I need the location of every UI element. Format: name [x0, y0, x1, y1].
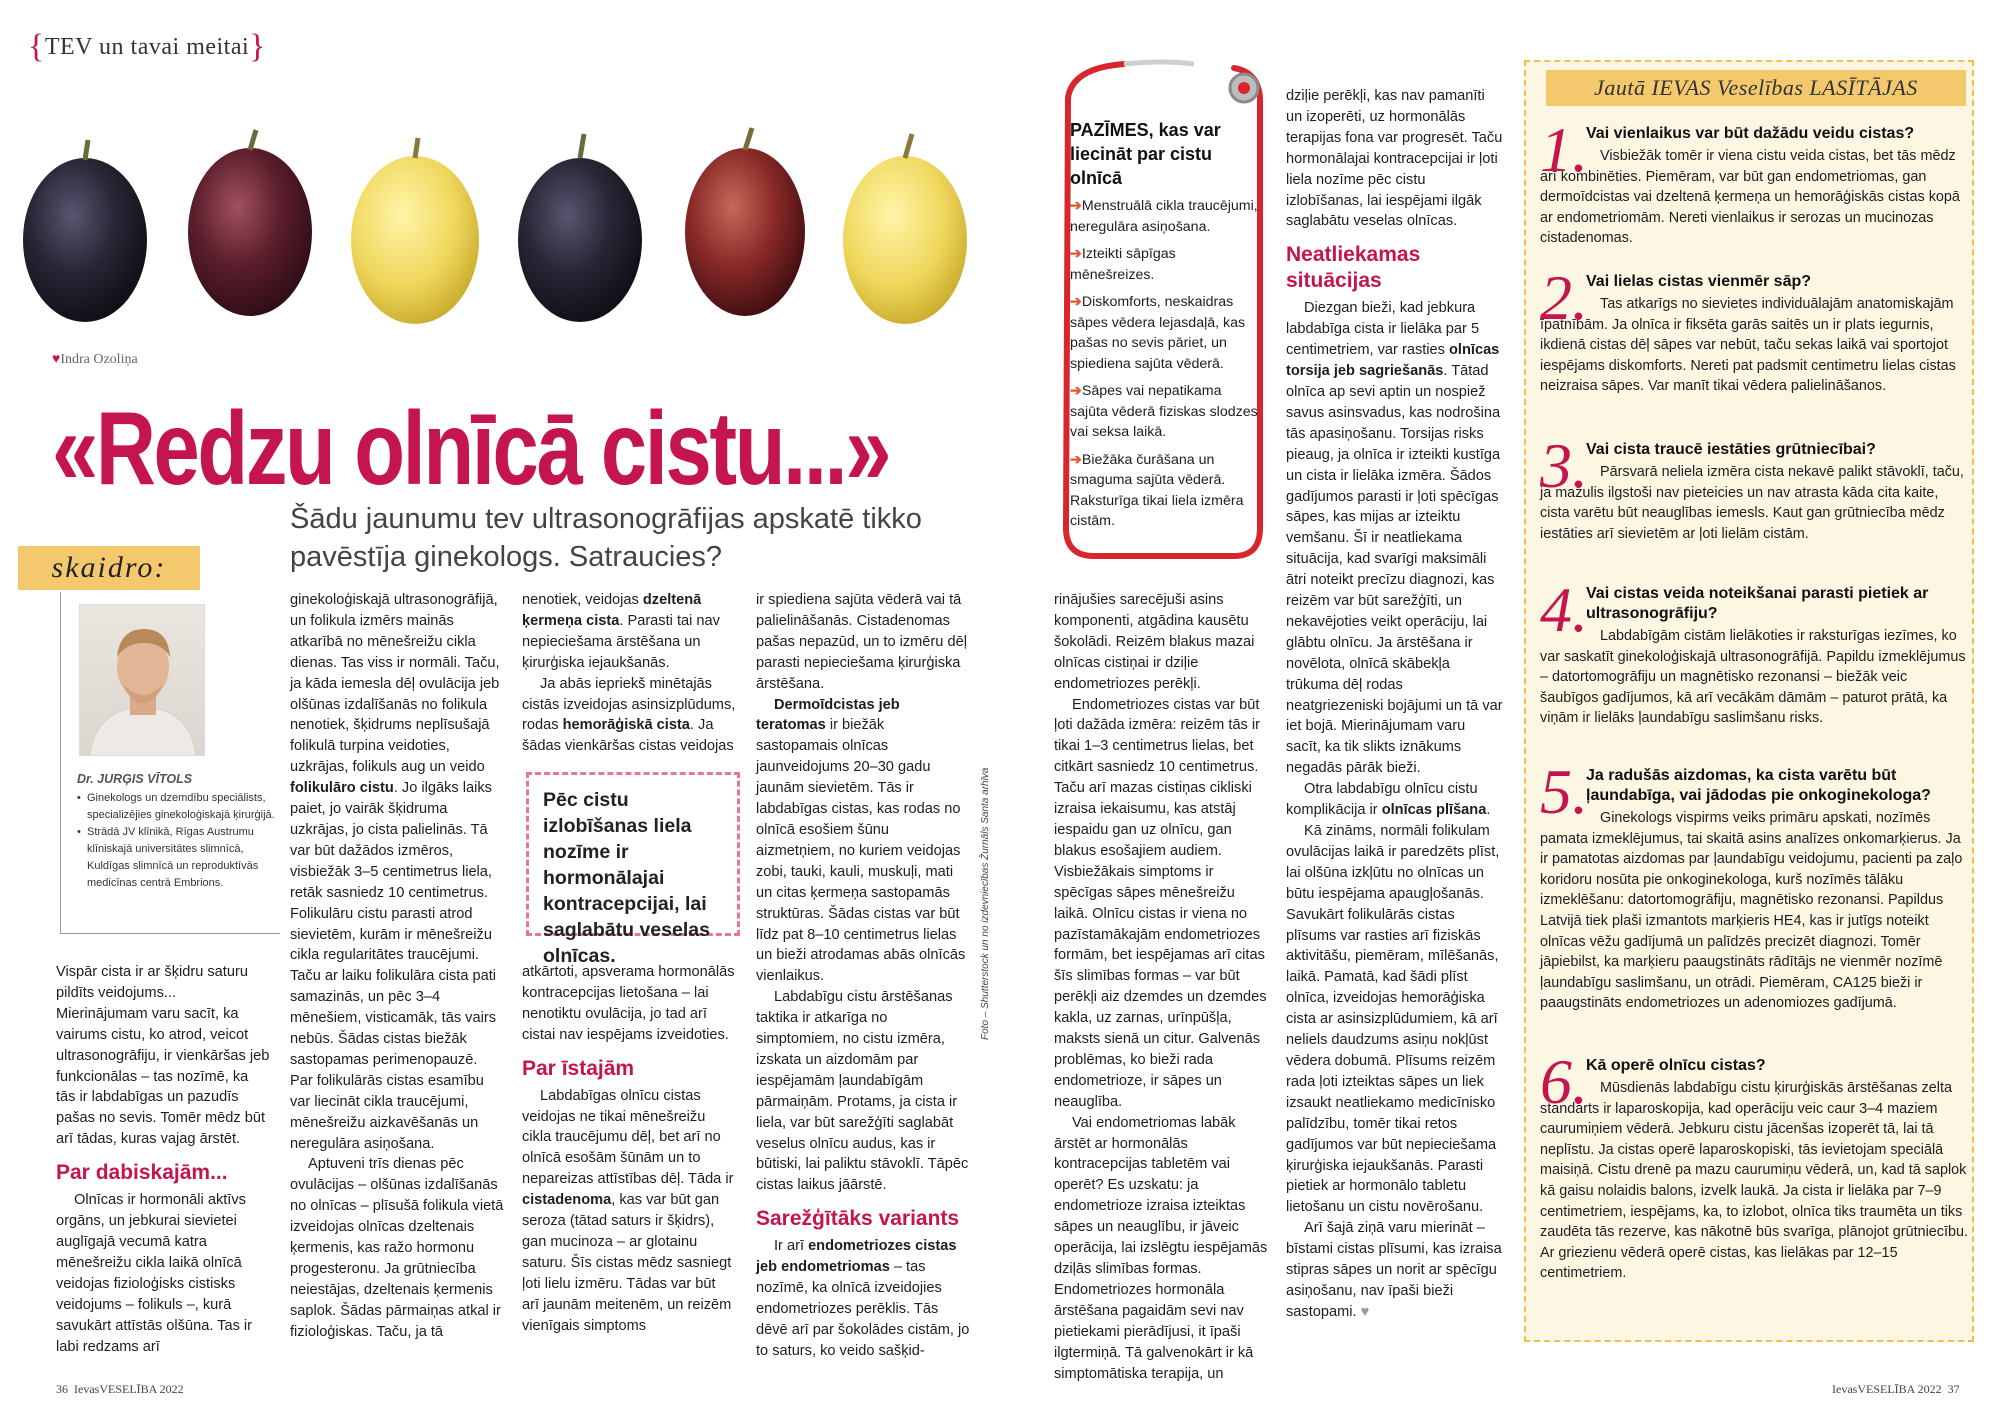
article-lead: Šādu jaunumu tev ultrasonogrāfijas apskatē tikko pavēstīja ginekologs. Satraucies? — [290, 503, 922, 573]
expert-bio-item: • Strādā JV klīnikā, Rīgas Austrumu klīniskajā universitātes slimnīcā, Kuldīgas slimnīcā un reproduktīvās medicīnas centrā Embrions. — [77, 824, 277, 892]
symptom-item: ➔Diskomforts, neskaidras sāpes vēdera lejasdaļā, kas pašas no sevis pāriet, un spiediena sajūta vēderā. — [1070, 294, 1246, 372]
magazine-name-right: IevasVESELĪBA 2022 — [1832, 1382, 1942, 1396]
qa-question: Kā operē olnīcu cistas? — [1586, 1057, 1766, 1074]
symptoms-box — [1070, 118, 1260, 539]
subheading: Par īstajām — [522, 1056, 635, 1080]
qa-question: Vai vienlaikus var būt dažādu veidu cistas? — [1586, 125, 1915, 142]
paragraph: Olnīcas ir hormonāli aktīvs orgāns, un jebkurai sievietei auglīgajā vecumā katra mēnešreižu cikla laikā olnīcā veidojas fizioloģisks cistisks veidojums – folikuls –, kurā savukārt attīstās olšūna. Tas ir labi redzams arī — [56, 1192, 253, 1355]
section-brace-open: { — [28, 28, 45, 65]
paragraph: Diezgan bieži, kad jebkura labdabīga cista ir lielāka par 5 centimetriem, var rasties olnīcas torsija jeb sagriešanās. Tātad olnīca ap sevi aptin un nospiež savus asinsvadus, kas nodrošina tās apasiņošanu. Torsijas risks pieaug, ja olnīca ir izteikti kustīga un cista ir lielāka izmēra. Šādos gadījumos parasti ir ļoti spēcīgas sāpes, kas mijas ar izteiktu vemšanu. Šī ir neatliekama situācija, kad svarīgi maksimāli ātri noteikt precīzu diagnozi, kas reizēm var būt sarežģīti, un nekavējoties veikt operāciju, lai glābtu olnīcu. Ja ārstēšana ir novēlota, olnīcā skābekļa trūkuma dēļ rodas neatgriezeniski bojājumi un tā var iet bojā. Mierinājumam varu sacīt, ka tik slikts iznākums negadās pārāk bieži. — [1286, 300, 1503, 777]
paragraph: Dermoīdcistas jeb teratomas ir biežāk sastopamais olnīcas jaunveidojums 20–30 gadu jaunām sievietēm. Tās ir labdabīgas cistas, kas rodas no olnīcā esošiem šūnu aizmetņiem, no kuriem veidojas zobi, tauki, kauli, muskuļi, mati un citas ķermeņa sastopamās struktūras. Šādas cistas var būt līdz pat 8–10 centimetrus lielas un bieži atrodamas abās olnīcās vienlaikus. — [756, 696, 966, 985]
qa-number: 2. — [1540, 262, 1588, 333]
paragraph: Aptuveni trīs dienas pēc ovulācijas – olšūnas izdalīšanās no olnīcas – plīsušā folikula vietā izveidojas olnīcas dzeltenais ķermenis, kas ražo hormonu progesteronu. Ja grūtniecība neiestājas, dzeltenais ķermenis saplok. Šādas pārmaiņas atkal ir fizioloģiskas. Taču, ja tā — [290, 1156, 504, 1340]
paragraph: Labdabīgu cistu ārstēšanas taktika ir atkarīga no simptomiem, no cistu izmēra, izskata un aizdomām par iespējamām ļaundabīgām pārmaiņām. Protams, ja cista ir liela, var būt sarežģīti saglabāt veselus olnīcu audus, kas ir būtiski, lai paliktu stāvoklī. Tāpēc cistas laikus jāārstē. — [756, 989, 969, 1194]
expert-bio-list — [77, 790, 277, 892]
qa-question: Vai cista traucē iestāties grūtniecībai? — [1586, 441, 1876, 458]
paragraph: Vai endometriomas labāk ārstēt ar hormonālās kontracepcijas tabletēm vai operēt? Es uzskatu: ja endometrioze izraisa izteiktas sāpes un neauglību, ir jāveic operācija, lai izslēgtu iespējamās dziļās slimības formas. Endometriozes hormonāla ārstēšana pagaidām sevi nav pietiekami pierādījusi, it īpaši ilgtermiņā. Tā galvenokārt ir kā simptomātiska terapija, un — [1054, 1114, 1268, 1382]
paragraph: Arī šajā ziņā varu mierināt – bīstami cistas plīsumi, kas izraisa stipras sāpes un norit ar spēcīgu asiņošanu, nav īpaši bieži sastopami. ♥ — [1286, 1220, 1502, 1320]
paragraph: rinājušies sarecējuši asins komponenti, atgādina kausētu šokolādi. Reizēm blakus mazai olnīcas cistiņai ir dziļie endometriozes perēkļi. — [1054, 592, 1255, 692]
article-column-5 — [1054, 590, 1268, 1384]
arrow-right-icon: ➔ — [1070, 246, 1082, 262]
expert-portrait — [79, 604, 205, 756]
paragraph: Kā zināms, normāli folikulam ovulācijas laikā ir paredzēts plīst, lai olšūna izkļūtu no olnīcas un būtu iespējama apaugļošanās. Savukārt folikulārās cistas plīsums var rasties arī fiziskās aktivitāšu, piemēram, mīlēšanās, laikā. Pamatā, kad šādi plīst olnīca, izveidojas hemorāģiska cista ar asinsizplūdumiem, kā arī neliels daudzums asiņu nokļūst vēdera dobumā. Plīsums reizēm rada ļoti izteiktas sāpes un liek izsaukt neatliekamo medicīnisko palīdzību, tomēr tikai retos gadījumos var būt nepieciešama ķirurģiska iejaukšanās. Parasti pietiek ar hormonālo tabletu lietošanu un cistu novērošanu. — [1286, 823, 1500, 1216]
paragraph: Ir arī endometriozes cistas jeb endometriomas – tas nozīmē, ka olnīcā izveidojies endometriozes perēklis. Tās dēvē arī par šokolādes cistām, jo to saturs, ko veido sašķid- — [756, 1238, 970, 1359]
arrow-right-icon: ➔ — [1070, 198, 1082, 214]
author-name: Indra Ozoliņa — [60, 352, 138, 367]
symptom-item: ➔Biežāka čurāšana un smaguma sajūta vēderā. Raksturīga tikai liela izmēra cistām. — [1070, 451, 1244, 529]
qa-number: 6. — [1540, 1046, 1588, 1117]
arrow-right-icon: ➔ — [1070, 383, 1082, 399]
footer-right — [1832, 1382, 1960, 1397]
grape-5 — [685, 128, 805, 316]
qa-number: 3. — [1540, 430, 1588, 501]
qa-answer: Mūsdienās labdabīgu cistu ķirurģiskās ārstēšanas zelta standarts ir laparoskopija, kad operāciju veic caur 3–4 maziem caurumiņiem vēderā. Jebkuru cistu jācenšas izoperēt tā, lai tā neplīstu. Ja cistas operē laparoskopiski, tās ievietojam speciālā maisiņā. Cistu drenē pa mazu caurumiņu vēderā, un, kad tā saplok kā gaisu nolaidis balons, izvelk laukā. Ja cista ir lielāka par 7–9 centimetriem, iespējams, ka, to izlobot, olnīca tiks traumēta un tiks zaudēta tās rezerve, kas nākotnē būs svarīga, plānojot grūtniecību. Ar griezienu vēderā operē cistas, kas lielākas par 12–15 centimetriem. — [1540, 1080, 1968, 1282]
paragraph: nenotiek, veidojas dzeltenā ķermeņa cista. Parasti tai nav nepieciešama ārstēšana un ķirurģiska iejaukšanās. — [522, 592, 720, 671]
grapes-photo — [0, 100, 1000, 340]
paragraph: Labdabīgas olnīcu cistas veidojas ne tikai mēnešreižu cikla traucējumu dēļ, bet arī no olnīcā esošām šūnām un to nepareizas attīstības dēļ. Tāda ir cistadenoma, kas var būt gan seroza (tātad saturs ir šķidrs), gan mucinoza – ar glotainu saturu. Šīs cistas mēdz sasniegt ļoti lielu izmēru. Tādas var būt arī jaunām meitenēm, un reizēm vienīgais simptoms — [522, 1087, 734, 1334]
paragraph: atkārtoti, apsverama hormonālās kontracepcijas lietošana – lai nenotiktu ovulācija, jo tad arī cistai nav iespējams izveidoties. — [522, 964, 735, 1043]
qa-number: 5. — [1540, 756, 1588, 827]
paragraph: Ja abās iepriekš minētajās cistās izveidojas asinsizplūdums, rodas hemorāģiskā cista. Ja šādas vienkāršas cistas veidojas — [522, 675, 736, 755]
paragraph: Vispār cista ir ar šķidru saturu pildīts veidojums... Mierinājumam varu sacīt, ka vairums cistu, ko atrod, veicot ultrasonogrāfiju, ir vienkāršas jeb funkcionālas – tas nozīmē, ka tās ir labdabīgas un pazudīs pašas no sevis. Tomēr mēdz būt arī tādas, kuras vajag ārstēt. — [56, 964, 270, 1148]
magazine-name-left: IevasVESELĪBA 2022 — [74, 1382, 184, 1396]
grape-6 — [843, 134, 967, 324]
article-column-3b — [522, 962, 736, 1337]
qa-item — [1540, 430, 1968, 544]
qa-item — [1540, 1046, 1968, 1284]
article-column-6 — [1286, 86, 1504, 1323]
qa-answer: Ginekologs vispirms veiks primāru apskati, nozīmēs pamata izmeklējumus, tai skaitā asins analīzes onkomarķierus. Ja ir pamatotas aizdomas par ļaundabīgu veidojumu, pacienti pa zaļo koridoru nosūta pie onkoginekologa, kurš nozīmēs tālāku izmeklēšanu: datortomogrāfiju, magnētisko rezonansi. Papildus Latvijā tiek plaši izmantots marķieris HE4, kas ir jutīgs noteikt olnīcas vēžu gadījumā un palīdzēs precizēt diagnozi. Tomēr jāpiebilst, ka marķieru paaugstināts rādītājs ne vienmēr nozīmē ļaundabīgu saslimšanu, un otrādi. Piemēram, CA125 bieži ir paaugstināts endometriozes un adenomiozes gadījumā. — [1540, 810, 1963, 1012]
arrow-right-icon: ➔ — [1070, 451, 1082, 468]
page-number-right: 37 — [1947, 1382, 1960, 1396]
section-brace-close: } — [249, 28, 266, 65]
qa-item — [1540, 114, 1968, 249]
article-title: «Redzu olnīcā cistu...» — [52, 391, 890, 507]
arrow-right-icon: ➔ — [1070, 294, 1082, 310]
grape-4 — [518, 134, 642, 322]
subheading: Neatliekamas situācijas — [1286, 243, 1421, 293]
author-credit — [52, 352, 138, 368]
qa-answer: Visbiežāk tomēr ir viena cistu veida cistas, bet tās mēdz arī kombinēties. Piemēram, var būt gan endometriomas, gan dermoīdcistas vai dzeltenā ķermeņa un hemorāģiskās cistas kopā ar endometriomām. Nereti vienlaikus ir serozas un mucinozas cistadenomas. — [1540, 148, 1960, 247]
paragraph: ir spiediena sajūta vēderā vai tā palielināšanās. Cistadenomas pašas nepazūd, un to izmēru dēļ parasti nepieciešama ķirurģiska ārstēšana. — [756, 592, 967, 692]
qa-answer: Pārsvarā neliela izmēra cista nekavē palikt stāvoklī, taču, ja mazulis ilgstoši nav pieteicies un nav atrasta kāda cita kaite, cista varētu būt neauglības iemesls. Kaut gan grūtniecība mēdz iestāties arī sievietēm ar ļoti lielām cistām. — [1540, 464, 1964, 542]
qa-item — [1540, 574, 1968, 729]
qa-answer: Tas atkarīgs no sievietes individuālajām anatomiskajām īpatnībām. Ja olnīca ir fiksēta garās saitēs un ir plats iegurnis, ikdienā cistas dēļ sāpes var nebūt, taču sekas laikā vai sportojot iespējams diskomforts. Nereti pat padsmit centimetru lielas cistas neizraisa sāpes. Var manīt tikai vēdera palielināšanos. — [1540, 296, 1956, 395]
article-column-1 — [56, 962, 270, 1357]
article-column-4 — [756, 590, 970, 1362]
qa-item — [1540, 756, 1968, 1014]
symptoms-title: PAZĪMES, kas var liecināt par cistu olnīcā — [1070, 120, 1221, 188]
symptom-item: ➔Sāpes vai nepatikama sajūta vēderā fiziskas slodzes vai seksa laikā. — [1070, 383, 1258, 440]
grape-2 — [188, 130, 312, 316]
qa-number: 1. — [1540, 114, 1588, 185]
article-column-2 — [290, 590, 504, 1343]
heart-icon: ♥ — [52, 352, 61, 367]
qa-question: Vai lielas cistas vienmēr sāp? — [1586, 273, 1812, 290]
footer-left — [56, 1382, 184, 1397]
qa-item — [1540, 262, 1968, 397]
symptom-item: ➔Menstruālā cikla traucējumi, neregulāra asiņošana. — [1070, 198, 1258, 235]
paragraph: Otra labdabīgu olnīcu cistu komplikācija ir olnīcas plīšana. — [1286, 781, 1491, 819]
qa-title: Jautā IEVAS Veselības LASĪTĀJAS — [1546, 70, 1966, 106]
expert-name: Dr. JURĢIS VĪTOLS — [77, 772, 193, 786]
photo-credit: Foto – Shutterstock un no izdevniecības Žurnāls Santa arhīva — [980, 767, 991, 1040]
article-column-3 — [522, 590, 736, 757]
heart-end-icon: ♥ — [1360, 1303, 1370, 1320]
paragraph: ginekoloģiskajā ultrasonogrāfijā, un folikula izmērs mainās atkarībā no mēnešreižu cikla dienas. Tas viss ir normāli. Taču, ja kāda iemesla dēļ ovulācija jeb olšūnas izdalīšanās no folikula nenotiek, šķidrums neplīsušajā folikulā turpina veidoties, uzkrājas, folikuls aug un veido folikulāro cistu. Jo ilgāks laiks paiet, jo vairāk šķidruma uzkrājas, jo cista palielinās. Tā var būt dažādos izmēros, visbiežāk 3–5 centimetrus liela, retāk sasniedz 10 centimetrus. Folikulāru cistu parasti atrod sievietēm, kurām ir mēnešreižu cikla regularitātes traucējumi. Taču ar laiku folikulāra cista pati samazinās, un pēc 3–4 mēnešiem, visticamāk, tās vairs nebūs. Šādas cistas biežāk sastopamas perimenopauzē. Par folikulārās cistas esamību var liecināt cikla traucējumi, mēnešreižu aizkavēšanās un neregulāra asiņošana. — [290, 592, 500, 1152]
paragraph: Endometriozes cistas var būt ļoti dažāda izmēra: reizēm tās ir tikai 1–3 centimetrus lielas, bet citkārt sasniedz 10 centimetrus. Taču arī mazas cistiņas cikliski izraisa iekaisumu, kas atstāj iespaidu gan uz olnīcu, gan blakus esošajiem audiem. Visbiežākais simptoms ir spēcīgas sāpes mēnešreižu laikā. Olnīcu cistas ir viena no pazīstamākajām endometriozes formām, bet iespējamas arī citas šīs slimības formas – var būt perēkļi aiz dzemdes un dzemdes kakla, uz zarnas, urīnpūšļa, maksts sienā un citur. Galvenās problēmas, ko bieži rada endometrioze, ir sāpes un neauglība. — [1054, 696, 1267, 1110]
section-name: TEV un tavai meitai — [44, 34, 250, 60]
subheading: Sarežģītāks variants — [756, 1207, 960, 1231]
expert-bio-item: • Ginekologs un dzemdību speciālists, specializējies ginekoloģiskajā ķirurģijā. — [77, 790, 277, 824]
grape-3 — [351, 138, 479, 324]
person-silhouette-icon — [80, 605, 205, 756]
qa-answer: Labdabīgām cistām lielākoties ir raksturīgas iezīmes, ko var saskatīt ginekoloģiskajā ultrasonogrāfijā. Papildu izmeklējumus – datortomogrāfiju un magnētisko rezonansi – biežāk veic šaubīgos gadījumos, kā arī vecākām dāmām – paturot prātā, ka viņām ir lielāks ļaundabīgu saslimšanu risks. — [1540, 628, 1966, 727]
qa-question: Ja radušās aizdomas, ka cista varētu būt ļaundabīga, vai jādodas pie onkoginekologa? — [1586, 767, 1931, 804]
section-label — [28, 28, 266, 66]
pull-quote: Pēc cistu izlobīšanas liela nozīme ir hormonālajai kontracepcijai, lai saglabātu veselas olnīcas. — [526, 772, 740, 936]
qa-question: Vai cistas veida noteikšanai parasti pietiek ar ultrasonogrāfiju? — [1586, 585, 1929, 622]
readers-questions-box — [1524, 60, 1974, 1342]
grape-1 — [23, 140, 147, 322]
page-number-left: 36 — [56, 1382, 68, 1396]
symptom-item: ➔Izteikti sāpīgas mēnešreizes. — [1070, 246, 1176, 283]
paragraph: dziļie perēkļi, kas nav pamanīti un izoperēti, uz hormonālās terapijas fona var progresēt. Taču hormonālajai kontracepcijai ir ļoti liela nozīme pēc cistu izlobīšanas, lai iespējami ilgāk saglabātu veselas olnīcas. — [1286, 88, 1503, 230]
subheading: Par dabiskajām... — [56, 1161, 228, 1185]
explains-tab: skaidro: — [18, 546, 200, 590]
expert-box — [60, 592, 280, 934]
qa-number: 4. — [1540, 574, 1588, 645]
